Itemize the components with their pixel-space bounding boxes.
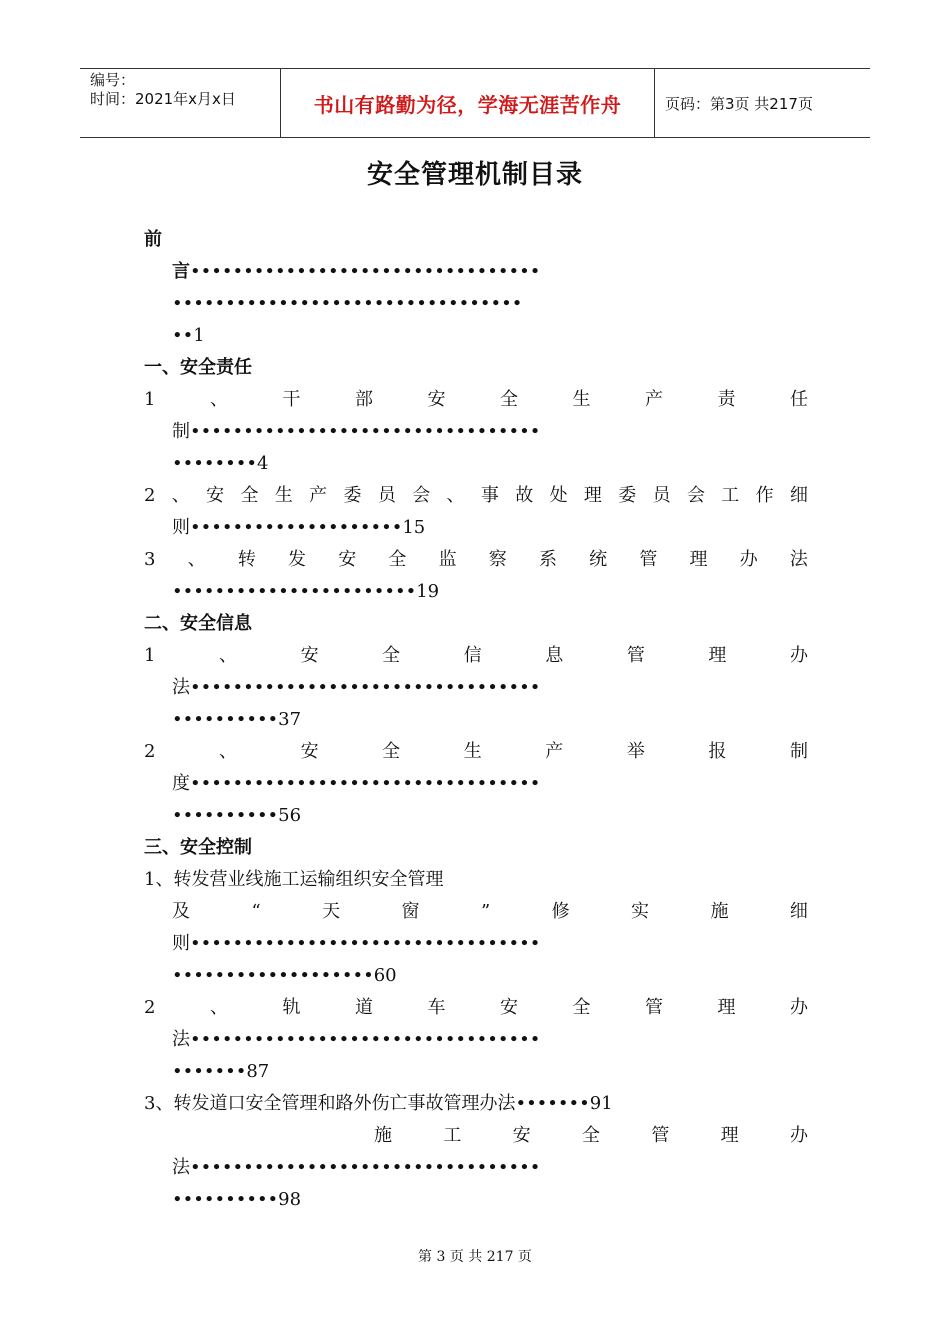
toc-preface-page: ••1 — [172, 325, 205, 346]
toc-entry-2-1-line-2 — [144, 672, 808, 704]
toc-char: 全 — [388, 549, 407, 570]
toc-char: 管 — [644, 997, 663, 1018]
toc-char: 细 — [789, 901, 808, 922]
toc-char: 安 — [512, 1125, 531, 1146]
toc-dots-line: ••••••••••••••••••••••••••••••••• — [172, 293, 523, 314]
toc-char: 、 — [446, 485, 465, 506]
toc-dots: ••••••••••••••••••••••••••••••••• — [190, 677, 541, 698]
toc-char: 委 — [343, 485, 362, 506]
toc-preface-line-2[interactable] — [144, 256, 808, 288]
toc-entry-3-3[interactable]: 3、转发道口安全管理和路外伤亡事故管理办法•••••••91 — [144, 1093, 613, 1114]
toc-entry-3-4[interactable] — [144, 1120, 808, 1152]
toc-dots: ••••••••••••••••••••••••••••••••• — [190, 421, 541, 442]
toc-entry-3-4-line-2 — [144, 1152, 808, 1184]
toc-char: 及 — [172, 901, 190, 922]
doc-code-label: 编号： — [90, 71, 136, 89]
toc-char: 全 — [572, 997, 591, 1018]
toc-dots: ••••••••••••••••••••••••••••••••• — [190, 261, 541, 282]
toc-char: 管 — [639, 549, 658, 570]
toc-char: 生 — [463, 741, 482, 762]
toc-entry-1-1[interactable] — [144, 384, 808, 416]
toc-char: 安 — [300, 645, 319, 666]
toc-char: 生 — [572, 389, 591, 410]
toc-char: 安 — [427, 389, 446, 410]
toc-char: 办 — [789, 645, 808, 666]
toc-char: 天 — [322, 901, 341, 922]
toc-dots: ••••••••••••••••••••••••••••••••• — [190, 933, 541, 954]
toc-char: 3 — [144, 549, 156, 570]
toc-char: 转 — [237, 549, 256, 570]
toc-entry-2-2-line-2 — [144, 768, 808, 800]
toc-entry-1-1-line-2 — [144, 416, 808, 448]
toc-dots: ••••••••••••••••••••••••••••••••• — [190, 1157, 541, 1178]
toc-char: 、 — [209, 997, 228, 1018]
toc-section-3: 三、安全控制 — [144, 837, 252, 858]
toc-char: 全 — [382, 741, 401, 762]
toc-char: 管 — [651, 1125, 670, 1146]
toc-char: 部 — [354, 389, 373, 410]
toc-char: 息 — [545, 645, 564, 666]
toc-char: 员 — [377, 485, 396, 506]
document-header — [80, 68, 870, 138]
toc-entry-text: 度 — [172, 773, 190, 794]
toc-char: 、 — [219, 645, 238, 666]
toc-dots: ••••••••••••••••••••••••••••••••• — [190, 773, 541, 794]
toc-char: 窗 — [401, 901, 420, 922]
toc-char: 1 — [144, 645, 156, 666]
toc-char: 委 — [618, 485, 637, 506]
toc-entry-3-1-line-3 — [144, 928, 808, 960]
toc-char: 2 — [144, 997, 156, 1018]
toc-char: 2 — [144, 741, 156, 762]
toc-char: 产 — [644, 389, 663, 410]
toc-char: 会 — [686, 485, 705, 506]
toc-char: 工 — [443, 1125, 462, 1146]
toc-char: 安 — [499, 997, 518, 1018]
toc-entry-2-2[interactable] — [144, 736, 808, 768]
toc-char: 实 — [631, 901, 650, 922]
toc-char: 理 — [689, 549, 708, 570]
toc-entry-1-2[interactable] — [144, 480, 808, 512]
toc-char: 全 — [499, 389, 518, 410]
toc-char: 管 — [626, 645, 645, 666]
toc-char: 制 — [789, 741, 808, 762]
toc-char: 细 — [789, 485, 808, 506]
toc-char: 办 — [789, 997, 808, 1018]
toc-entry-1-3[interactable] — [144, 544, 808, 576]
toc-entry-3-1[interactable]: 1、转发营业线施工运输组织安全管理 — [144, 869, 444, 890]
toc-char: 报 — [708, 741, 727, 762]
toc-char: 办 — [789, 1125, 808, 1146]
toc-entry-text: 法 — [172, 1157, 190, 1178]
toc-char: 、 — [219, 741, 238, 762]
toc-entry-1-2-page: 则••••••••••••••••••••15 — [172, 517, 426, 538]
toc-char: 、 — [171, 485, 190, 506]
toc-section-1: 一、安全责任 — [144, 357, 252, 378]
toc-char: “ — [251, 901, 261, 922]
toc-preface-line-1: 前 — [144, 229, 162, 250]
toc-char: 作 — [755, 485, 774, 506]
toc-char: 处 — [549, 485, 568, 506]
toc-entry-text: 法 — [172, 677, 190, 698]
toc-char: 产 — [545, 741, 564, 762]
toc-char: 举 — [626, 741, 645, 762]
toc-char: 信 — [463, 645, 482, 666]
toc-char: 全 — [382, 645, 401, 666]
toc-char: 理 — [583, 485, 602, 506]
toc-char: 1 — [144, 389, 156, 410]
toc-char: ” — [480, 901, 491, 922]
toc-entry-3-2-page: •••••••87 — [172, 1061, 270, 1082]
toc-entry-2-2-page: ••••••••••56 — [172, 805, 302, 826]
toc-entry-3-1-line-2 — [144, 896, 808, 928]
toc-char: 理 — [717, 997, 736, 1018]
toc-entry-2-1-page: ••••••••••37 — [172, 709, 302, 730]
toc-entry-text: 则 — [172, 933, 190, 954]
toc-dots: ••••••••••••••••••••••••••••••••• — [190, 1029, 541, 1050]
toc-char: 责 — [717, 389, 736, 410]
toc-char: 、 — [187, 549, 206, 570]
toc-entry-3-2[interactable] — [144, 992, 808, 1024]
toc-char: 全 — [240, 485, 259, 506]
toc-entry-1-1-page: ••••••••4 — [172, 453, 269, 474]
header-meta — [80, 69, 280, 137]
toc-char: 全 — [581, 1125, 600, 1146]
toc-entry-2-1[interactable] — [144, 640, 808, 672]
toc-entry-text: 法 — [172, 1029, 190, 1050]
toc-char: 、 — [209, 389, 228, 410]
toc-char: 员 — [652, 485, 671, 506]
toc-char: 车 — [427, 997, 446, 1018]
toc-char: 修 — [551, 901, 570, 922]
toc-char: 生 — [274, 485, 293, 506]
toc-char: 施 — [710, 901, 729, 922]
toc-section-2: 二、安全信息 — [144, 613, 252, 634]
toc-char: 系 — [538, 549, 557, 570]
toc-char: 理 — [708, 645, 727, 666]
toc-char: 察 — [488, 549, 507, 570]
toc-entry-3-2-line-2 — [144, 1024, 808, 1056]
header-page-info: 页码：第3页 共217页 — [665, 94, 813, 113]
toc-char: 道 — [354, 997, 373, 1018]
doc-time-label: 时间：2021年x月x日 — [90, 90, 236, 108]
toc-char: 监 — [438, 549, 457, 570]
toc-char: 事 — [480, 485, 499, 506]
page-footer: 第 3 页 共 217 页 — [418, 1249, 532, 1265]
toc-char: 安 — [300, 741, 319, 762]
toc-char: 统 — [589, 549, 608, 570]
toc-char: 法 — [789, 549, 808, 570]
toc-entry-3-1-page: •••••••••••••••••••60 — [172, 965, 397, 986]
table-of-contents — [144, 224, 808, 1216]
toc-char: 发 — [288, 549, 307, 570]
toc-preface-label: 言 — [172, 261, 190, 282]
toc-entry-1-3-page: •••••••••••••••••••••••19 — [172, 581, 440, 602]
toc-char: 工 — [721, 485, 740, 506]
toc-char: 故 — [515, 485, 534, 506]
toc-char: 2 — [144, 485, 156, 506]
toc-char: 理 — [720, 1125, 739, 1146]
toc-char: 产 — [309, 485, 328, 506]
toc-char: 安 — [206, 485, 225, 506]
toc-char: 干 — [282, 389, 301, 410]
header-motto: 书山有路勤为径，学海无涯苦作舟 — [280, 69, 655, 137]
toc-char: 会 — [412, 485, 431, 506]
toc-char: 办 — [739, 549, 758, 570]
toc-char: 任 — [789, 389, 808, 410]
page-title: 安全管理机制目录 — [366, 160, 583, 190]
toc-char: 轨 — [282, 997, 301, 1018]
toc-char: 安 — [338, 549, 357, 570]
toc-entry-3-4-page: ••••••••••98 — [172, 1189, 302, 1210]
toc-char: 施 — [374, 1125, 392, 1146]
toc-entry-text: 制 — [172, 421, 190, 442]
